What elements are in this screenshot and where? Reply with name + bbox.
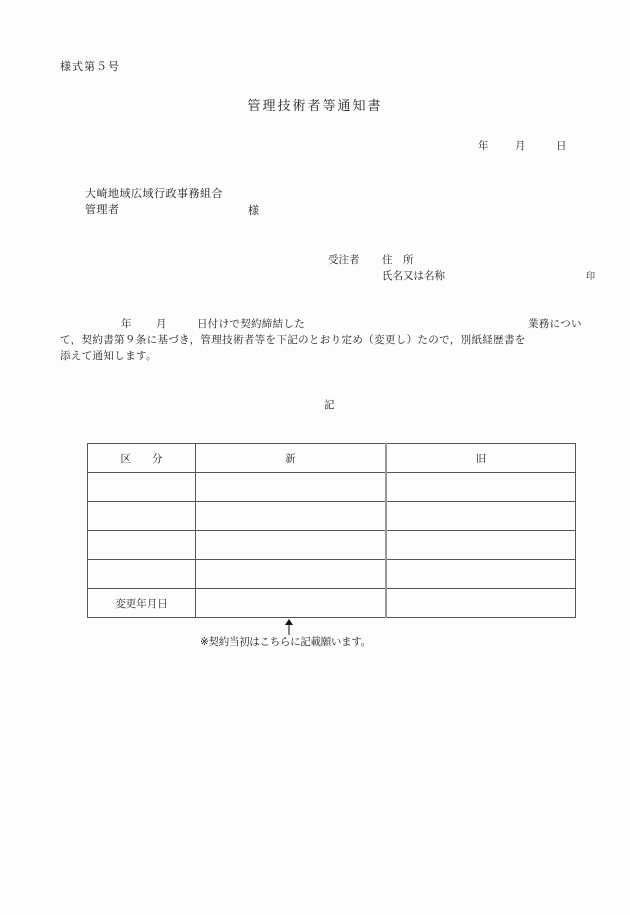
body-line3: 添えて通知します。 — [60, 350, 157, 362]
cell-category[interactable] — [88, 531, 196, 560]
cell-old[interactable] — [386, 531, 576, 560]
cell-old[interactable] — [386, 473, 576, 502]
date-month-label: 月 — [515, 140, 526, 152]
cell-new[interactable] — [196, 560, 387, 589]
cell-new-change-date[interactable] — [196, 589, 387, 618]
header-category: 区 分 — [88, 444, 196, 473]
addressee-role: 管理者 — [85, 203, 120, 216]
cell-old[interactable] — [386, 560, 576, 589]
body-year: 年 — [121, 318, 132, 330]
cell-category[interactable] — [88, 473, 196, 502]
table-row — [88, 473, 576, 502]
contractor-label: 受注者 — [328, 254, 360, 266]
cell-change-date-label: 変更年月日 — [88, 589, 196, 618]
addressee-organization: 大崎地域広域行政事務組合 — [85, 187, 223, 200]
cell-category[interactable] — [88, 560, 196, 589]
seal-mark: 印 — [586, 272, 596, 282]
manager-table — [87, 443, 576, 618]
table-header-row — [88, 444, 576, 473]
body-line1: 日付けで契約締結した — [197, 318, 305, 330]
contractor-address-label: 住 所 — [382, 254, 414, 266]
contractor-name-label: 氏名又は名称 — [382, 270, 445, 282]
note-text: ※契約当初はこちらに記載願います。 — [200, 636, 371, 648]
arrow-up-icon — [285, 619, 293, 635]
cell-new[interactable] — [196, 473, 387, 502]
table-row-change-date — [88, 589, 576, 618]
date-day-label: 日 — [556, 140, 567, 152]
addressee-honorific: 様 — [248, 204, 259, 217]
cell-old-change-date[interactable] — [386, 589, 576, 618]
table-row — [88, 560, 576, 589]
form-number: 様式第５号 — [60, 60, 120, 73]
cell-category[interactable] — [88, 502, 196, 531]
body-month: 月 — [156, 318, 167, 330]
date-year-label: 年 — [478, 140, 489, 152]
body-line1-end: 業務につい — [528, 318, 582, 330]
header-old: 旧 — [386, 444, 576, 473]
addressee-block — [85, 186, 223, 218]
document-title: 管理技術者等通知書 — [247, 99, 383, 114]
cell-new[interactable] — [196, 502, 387, 531]
cell-old[interactable] — [386, 502, 576, 531]
body-line2: て，契約書第９条に基づき，管理技術者等を下記のとおり定め（変更し）たので，別紙経歴書を — [60, 334, 526, 346]
header-new: 新 — [196, 444, 387, 473]
table-row — [88, 531, 576, 560]
ki-heading: 記 — [324, 399, 335, 411]
cell-new[interactable] — [196, 531, 387, 560]
table-row — [88, 502, 576, 531]
